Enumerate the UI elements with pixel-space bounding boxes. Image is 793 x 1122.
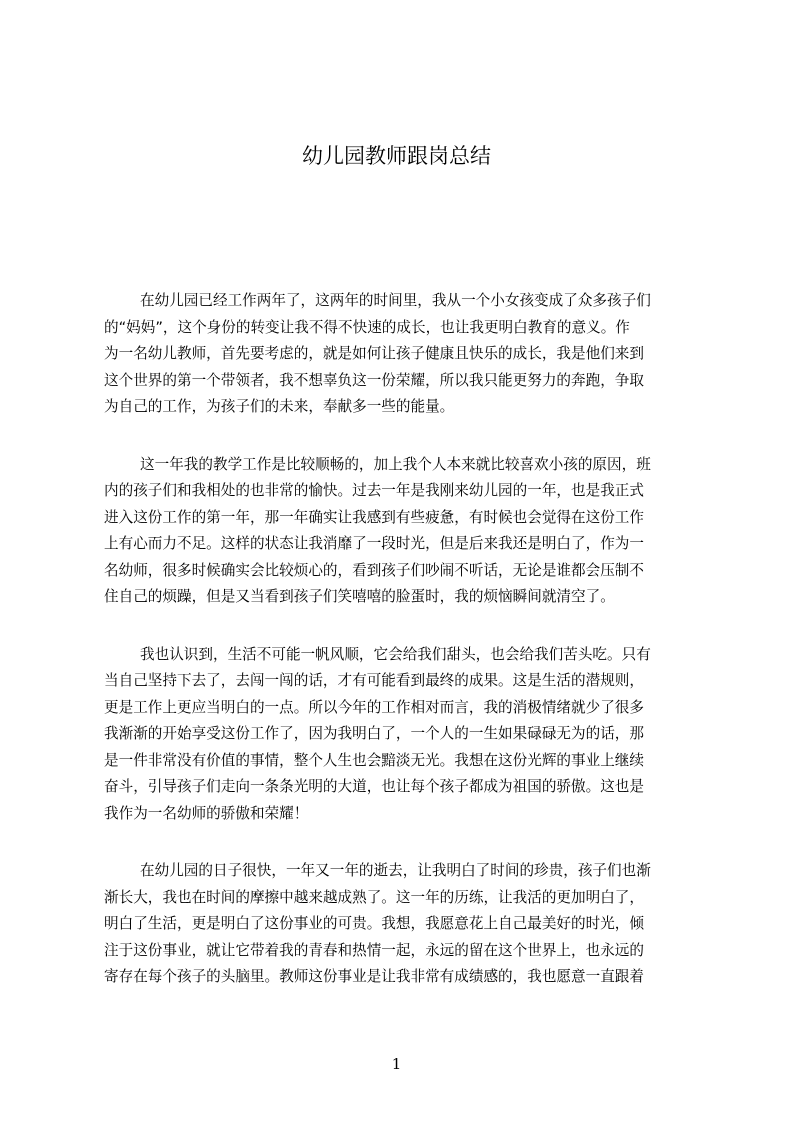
text-line: 我作为一名幼师的骄傲和荣耀！ [104,804,309,822]
document-body [104,288,698,1022]
text-line: 的“妈妈”，这个身份的转变让我不得不快速的成长，也让我更明白教育的意义。作 [104,318,630,336]
text-line: 在幼儿园的日子很快，一年又一年的逝去，让我明白了时间的珍贵，孩子们也渐 [140,862,651,879]
text-line: 名幼师，很多时候确实会比较烦心的，看到孩子们吵闹不听话，无论是谁都会压制不 [104,561,644,579]
text-line: 这个世界的第一个带领者，我不想辜负这一份荣耀，所以我只能更努力的奔跑，争取 [104,371,644,389]
text-line: 为自己的工作，为孩子们的未来，奉献多一些的能量。 [104,398,455,415]
document-title: 幼儿园教师跟岗总结 [302,144,491,168]
text-line: 寄存在每个孩子的头脑里。教师这份事业是让我非常有成绩感的，我也愿意一直跟着 [104,968,644,985]
paragraph-4 [104,858,698,991]
page-number: 1 [391,1055,402,1073]
text-line: 这一年我的教学工作是比较顺畅的，加上我个人本来就比较喜欢小孩的原因，班 [140,455,651,473]
text-line: 为一名幼儿教师，首先要考虑的，就是如何让孩子健康且快乐的成长，我是他们来到 [104,345,644,362]
text-line: 我渐渐的开始享受这份工作了，因为我明白了，一个人的一生如果碌碌无为的话，那 [104,725,644,742]
text-line: 上有心而力不足。这样的状态让我消靡了一段时光，但是后来我还是明白了，作为一 [104,535,644,552]
text-line: 是一件非常没有价值的事情，整个人生也会黯淡无光。我想在这份光辉的事业上继续 [104,751,644,769]
text-line: 住自己的烦躁，但是又当看到孩子们笑嘻嘻的脸蛋时，我的烦恼瞬间就清空了。 [104,588,615,605]
text-line: 渐长大，我也在时间的摩擦中越来越成熟了。这一年的历练，让我活的更加明白了， [104,888,644,906]
text-line: 明白了生活，更是明白了这份事业的可贵。我想，我愿意花上自己最美好的时光，倾 [104,915,644,932]
text-line: 我也认识到，生活不可能一帆风顺，它会给我们甜头，也会给我们苦头吃。只有 [140,645,651,663]
text-line: 进入这份工作的第一年，那一年确实让我感到有些疲惫，有时候也会觉得在这份工作 [104,508,644,526]
paragraph-2 [104,452,698,611]
text-line: 在幼儿园已经工作两年了，这两年的时间里，我从一个小女孩变成了众多孩子们 [140,292,651,309]
paragraph-1 [104,288,698,421]
text-line: 当自己坚持下去了，去闯一闯的话，才有可能看到最终的成果。这是生活的潜规则， [104,672,644,689]
text-line: 更是工作上更应当明白的一点。所以今年的工作相对而言，我的消极情绪就少了很多 [104,698,644,716]
text-line: 注于这份事业，就让它带着我的青春和热情一起，永远的留在这个世界上，也永远的 [104,941,644,959]
text-line: 奋斗，引导孩子们走向一条条光明的大道，也让每个孩子都成为祖国的骄傲。这也是 [104,778,644,795]
text-line: 内的孩子们和我相处的也非常的愉快。过去一年是我刚来幼儿园的一年，也是我正式 [104,482,644,499]
paragraph-3 [104,642,698,828]
